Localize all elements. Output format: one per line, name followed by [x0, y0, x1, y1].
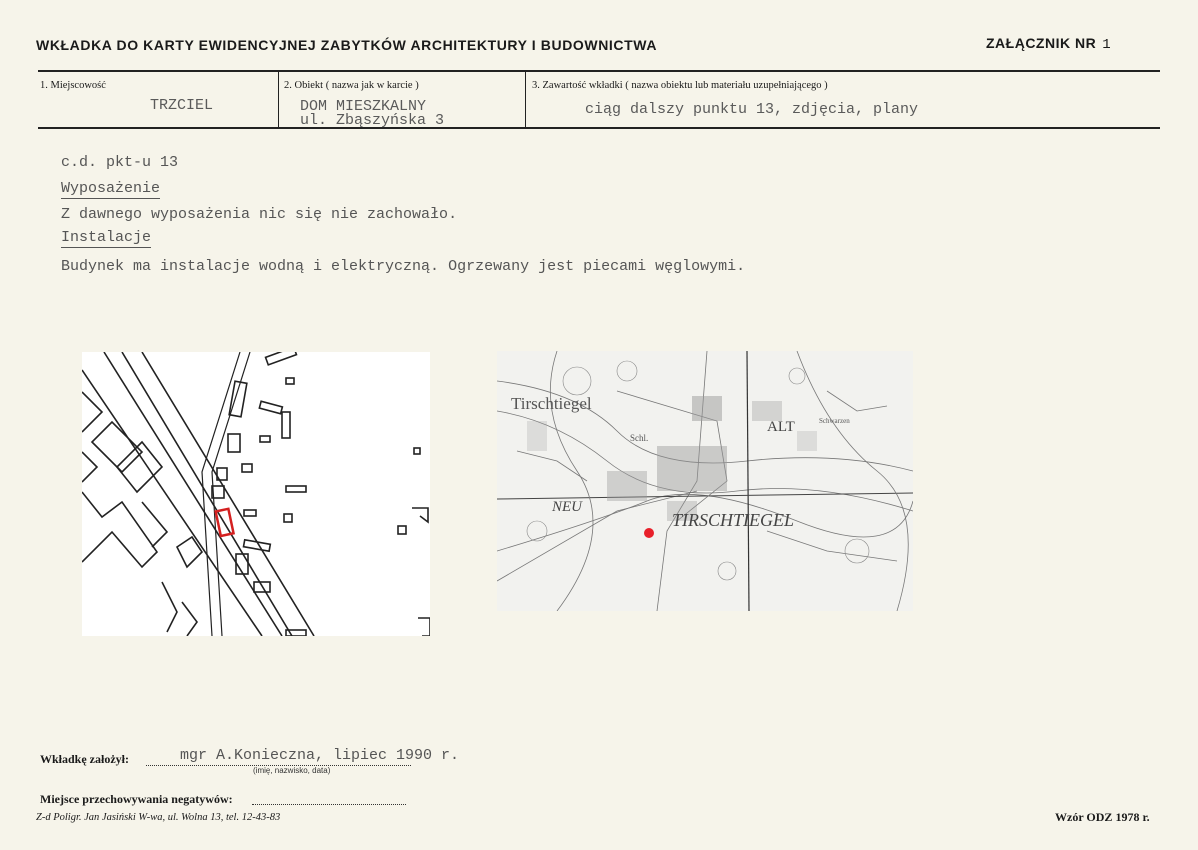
map-label-schwarzen: Schwarzen [819, 417, 850, 425]
map-label-schl: Schl. [630, 433, 649, 443]
furnishings-text: Z dawnego wyposażenia nic się nie zachowało. [61, 206, 458, 223]
site-plan-drawing [82, 352, 430, 636]
site-plan-map [82, 352, 430, 636]
continuation-note: c.d. pkt-u 13 [61, 154, 179, 171]
map-label-tirschtiegel: Tirschtiegel [511, 394, 592, 413]
header-bottom-rule [38, 127, 1160, 129]
founder-caption: (imię, nazwisko, data) [253, 766, 331, 775]
object-value-line2: ul. Zbąszyńska 3 [300, 112, 445, 127]
heading-installations: Instalacje [61, 229, 152, 246]
negatives-dotted-line [252, 804, 406, 805]
header-top-rule [38, 70, 1160, 72]
map-label-tirschtiegel-big: TIRSCHTIEGEL [672, 510, 795, 530]
map-label-alt: ALT [767, 419, 795, 435]
document-title: WKŁADKA DO KARTY EWIDENCYJNEJ ZABYTKÓW ARCHITEKTURY I BUDOWNICTWA [36, 37, 658, 53]
annex-label-text: ZAŁĄCZNIK NR [986, 35, 1097, 51]
founder-value: mgr A.Konieczna, lipiec 1990 r. [180, 747, 460, 764]
contents-value: ciąg dalszy punktu 13, zdjęcia, plany [585, 101, 919, 118]
form-identifier: Wzór ODZ 1978 r. [1055, 810, 1150, 824]
annex-label [986, 35, 1111, 53]
locality-label: 1. Miejscowość [40, 80, 106, 91]
location-marker [644, 528, 654, 538]
header-divider-2 [525, 72, 526, 127]
historic-town-map [497, 351, 913, 611]
annex-number: 1 [1102, 37, 1112, 53]
object-label: 2. Obiekt ( nazwa jak w karcie ) [284, 80, 419, 91]
heading-furnishings: Wyposażenie [61, 180, 161, 197]
negatives-label: Miejsce przechowywania negatywów: [40, 792, 233, 806]
object-value-line1: DOM MIESZKALNY [300, 98, 427, 115]
contents-label: 3. Zawartość wkładki ( nazwa obiektu lub materiału uzupełniającego ) [532, 80, 828, 91]
installations-text: Budynek ma instalacje wodną i elektryczną. Ogrzewany jest piecami węglowymi. [61, 258, 746, 275]
printer-imprint: Z-d Poligr. Jan Jasiński W-wa, ul. Wolna 13, tel. 12-43-83 [36, 812, 281, 823]
header-divider-1 [278, 72, 279, 127]
locality-value: TRZCIEL [150, 97, 214, 114]
map-label-neu: NEU [552, 499, 582, 515]
historic-map-drawing [497, 351, 913, 611]
founder-label: Wkładkę założył: [40, 752, 129, 766]
